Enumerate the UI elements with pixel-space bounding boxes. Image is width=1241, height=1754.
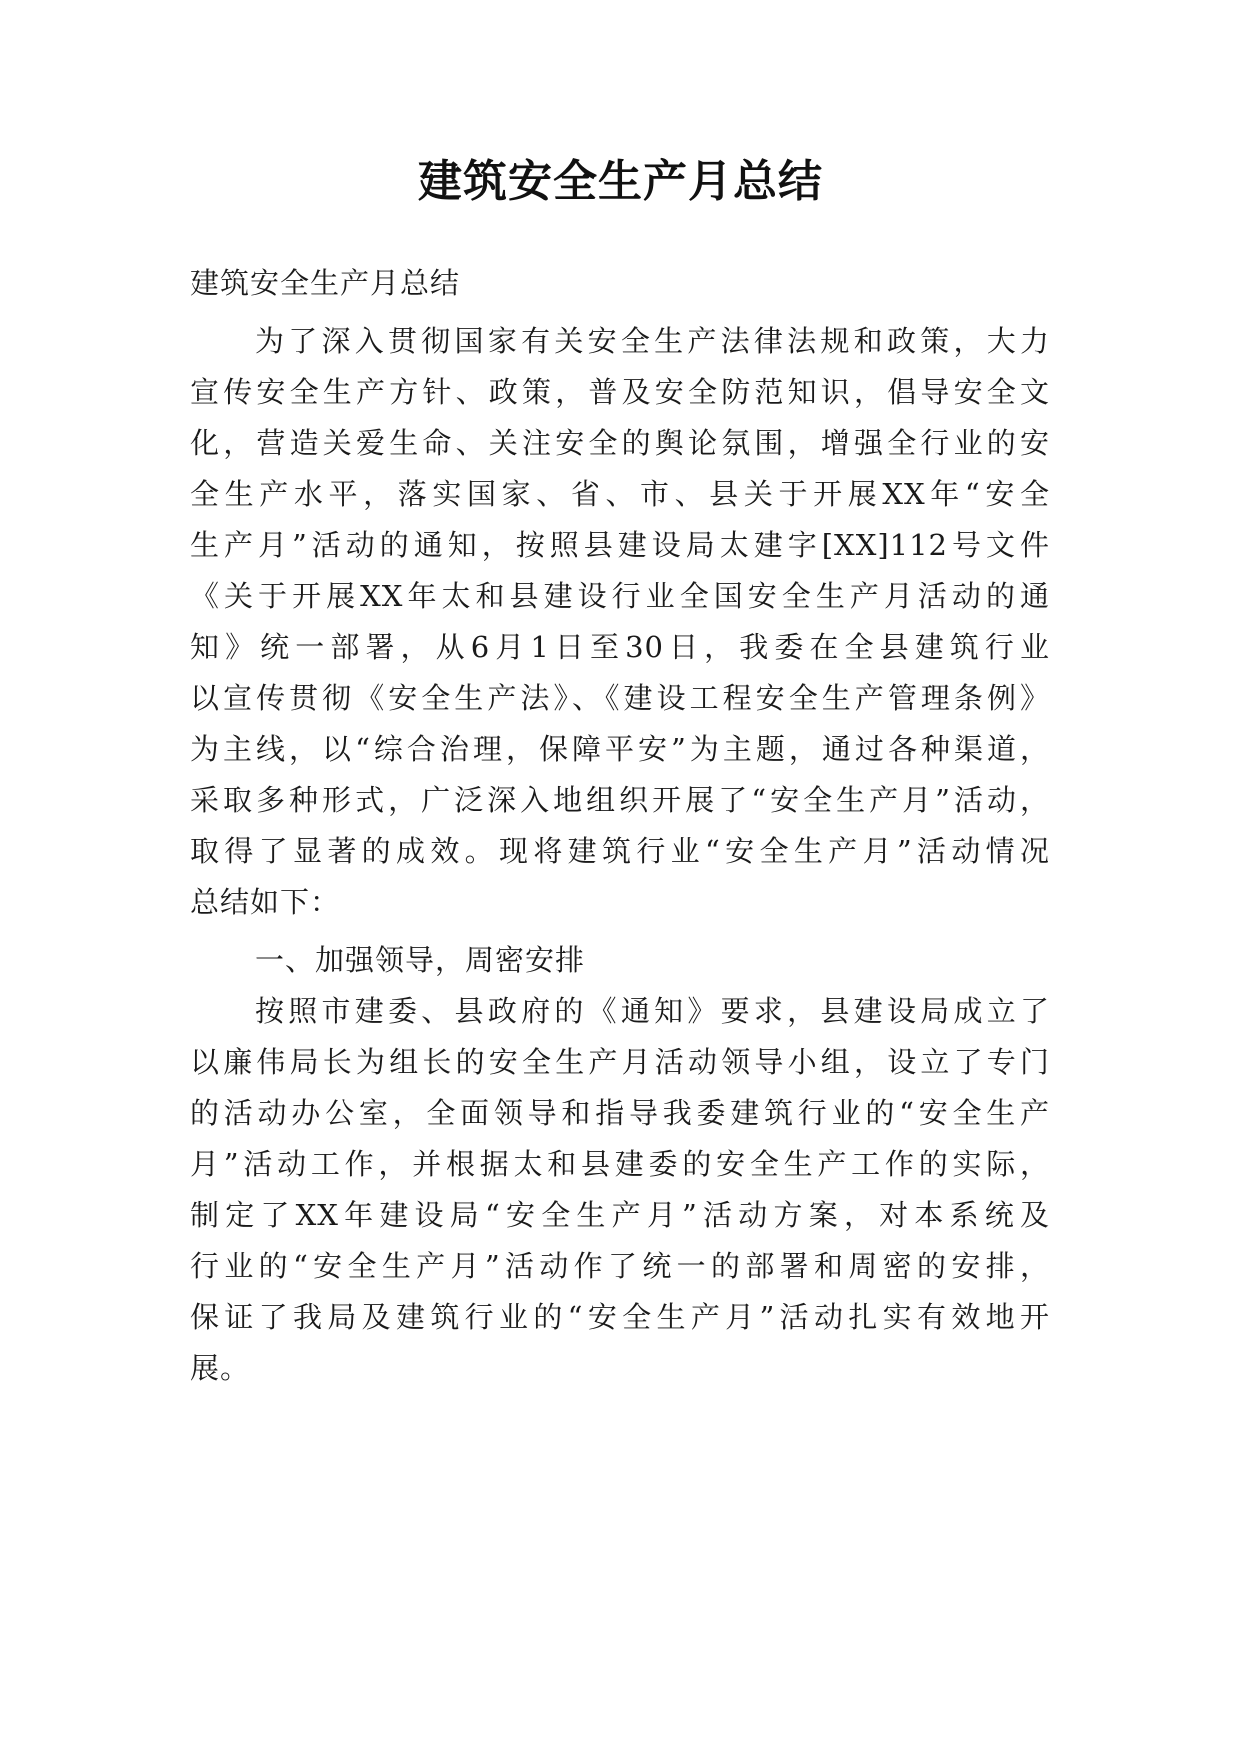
intro-paragraph-line: 为了深入贯彻国家有关安全生产法律法规和政策，大力: [255, 324, 1050, 358]
section-heading: 一、加强领导，周密安排: [255, 943, 586, 977]
intro-paragraph-line: 以宣传贯彻《安全生产法》、《建设工程安全生产管理条例》: [190, 681, 1050, 715]
intro-paragraph-line: 采取多种形式，广泛深入地组织开展了“安全生产月”活动，: [190, 783, 1050, 817]
intro-paragraph-line: 知》统一部署，从6月1日至30日，我委在全县建筑行业: [190, 630, 1050, 664]
section-paragraph-line: 月”活动工作，并根据太和县建委的安全生产工作的实际，: [190, 1147, 1050, 1181]
section-paragraph-line: 展。: [190, 1351, 251, 1385]
intro-paragraph-line: 化，营造关爱生命、关注安全的舆论氛围，增强全行业的安: [190, 426, 1050, 460]
document-subtitle: 建筑安全生产月总结: [190, 266, 461, 300]
section-paragraph-line: 制定了XX年建设局“安全生产月”活动方案，对本系统及: [190, 1198, 1050, 1232]
section-paragraph-line: 按照市建委、县政府的《通知》要求，县建设局成立了: [255, 994, 1050, 1028]
section-paragraph-line: 保证了我局及建筑行业的“安全生产月”活动扎实有效地开: [190, 1300, 1050, 1334]
intro-paragraph-line: 总结如下：: [190, 885, 341, 919]
intro-paragraph-line: 宣传安全生产方针、政策，普及安全防范知识，倡导安全文: [190, 375, 1050, 409]
intro-paragraph-line: 全生产水平，落实国家、省、市、县关于开展XX年“安全: [190, 477, 1050, 511]
section-paragraph-line: 以廉伟局长为组长的安全生产月活动领导小组，设立了专门: [190, 1045, 1050, 1079]
intro-paragraph-line: 《关于开展XX年太和县建设行业全国安全生产月活动的通: [190, 579, 1050, 613]
document-title: 建筑安全生产月总结: [418, 156, 823, 207]
section-paragraph-line: 行业的“安全生产月”活动作了统一的部署和周密的安排，: [190, 1249, 1050, 1283]
intro-paragraph-line: 为主线，以“综合治理，保障平安”为主题，通过各种渠道，: [190, 732, 1050, 766]
section-paragraph-line: 的活动办公室，全面领导和指导我委建筑行业的“安全生产: [190, 1096, 1050, 1130]
intro-paragraph-line: 取得了显著的成效。现将建筑行业“安全生产月”活动情况: [190, 834, 1050, 868]
intro-paragraph-line: 生产月”活动的通知，按照县建设局太建字[XX]112号文件: [190, 528, 1050, 562]
